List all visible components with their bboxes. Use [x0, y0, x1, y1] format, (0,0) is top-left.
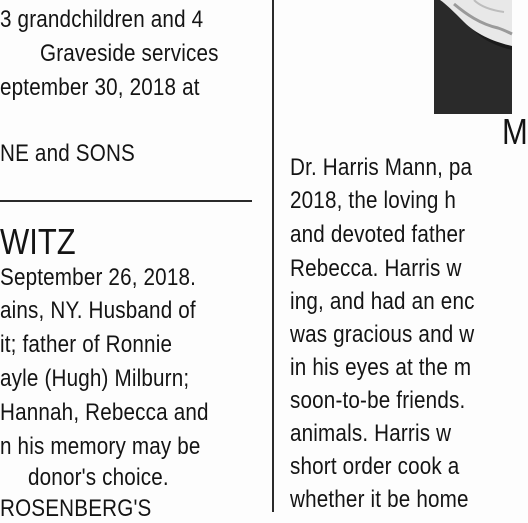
right-obit-line-9: animals. Harris w [290, 420, 452, 447]
obit-line-4: ayle (Hugh) Milburn; [0, 365, 190, 392]
right-obit-line-1: Dr. Harris Mann, pa [290, 154, 473, 181]
right-obit-line-5: ing, and had an enc [290, 288, 475, 315]
right-obit-line-3: and devoted father [290, 221, 466, 248]
right-obit-line-6: was gracious and w [290, 321, 475, 348]
right-obit-line-10: short order cook a [290, 453, 460, 480]
obit-line-2: ains, NY. Husband of [0, 297, 196, 324]
obit-line-1: September 26, 2018. [0, 264, 197, 291]
obit-line-3: it; father of Ronnie [0, 331, 173, 358]
obit-line-5: Hannah, Rebecca and [0, 399, 209, 426]
obit-line-6: n his memory may be [0, 433, 201, 460]
prev-obit-line-2: Graveside services [40, 40, 219, 67]
right-column [278, 0, 528, 513]
obit-line-7: donor's choice. [28, 464, 169, 491]
right-obit-line-8: soon-to-be friends. [290, 387, 466, 414]
section-divider [0, 200, 252, 202]
obit-heading: WITZ [0, 221, 76, 262]
right-obit-line-11: whether it be home [290, 486, 469, 513]
prev-obit-funeral-home: NE and SONS [0, 140, 135, 167]
right-obit-line-2: 2018, the loving h [290, 187, 457, 214]
obit-line-8: ROSENBERG'S [0, 495, 152, 522]
right-obit-line-7: in his eyes at the m [290, 354, 472, 381]
column-divider [272, 0, 274, 512]
right-obit-heading: M [502, 111, 528, 152]
prev-obit-line-1: 3 grandchildren and 4 [0, 6, 204, 33]
prev-obit-line-3: eptember 30, 2018 at [0, 74, 200, 101]
left-column [0, 0, 256, 522]
right-obit-line-4: Rebecca. Harris w [290, 255, 462, 282]
